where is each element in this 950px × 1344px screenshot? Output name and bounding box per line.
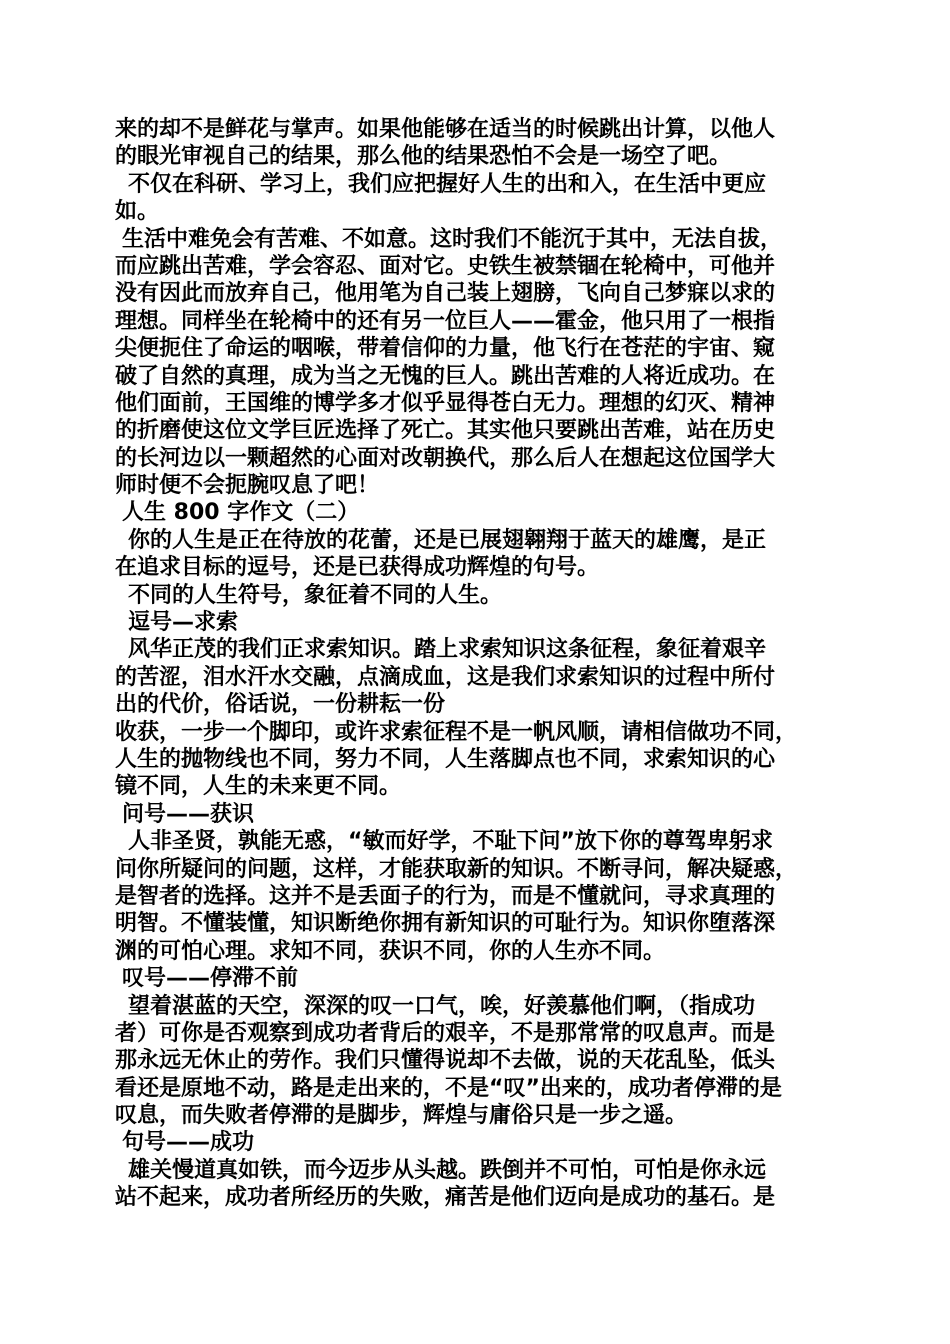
text-line: 人生的抛物线也不同，努力不同，人生落脚点也不同，求索知识的心 (115, 746, 776, 772)
text-line: 你的人生是正在待放的花蕾，还是已展翅翱翔于蓝天的雄鹰，是正 (128, 527, 767, 553)
text-line: 逗号—求索 (128, 610, 239, 636)
text-line: 那永远无休止的劳作。我们只懂得说却不去做，说的天花乱坠，低头 (115, 1048, 776, 1074)
text-line: 渊的可怕心理。求知不同，获识不同，你的人生亦不同。 (115, 938, 666, 964)
text-line: 问号——获识 (122, 801, 255, 827)
text-line: 理想。同样坐在轮椅中的还有另一位巨人——霍金，他只用了一根指 (115, 308, 776, 334)
text-line: 镜不同，人生的未来更不同。 (115, 774, 402, 800)
text-line: 尖便扼住了命运的咽喉，带着信仰的力量，他飞行在苍茫的宇宙、窥 (115, 336, 776, 362)
text-line: 而应跳出苦难，学会容忍、面对它。史铁生被禁锢在轮椅中，可他并 (115, 253, 776, 279)
text-line: 雄关慢道真如铁，而今迈步从头越。跌倒并不可怕，可怕是你永远 (128, 1157, 767, 1183)
text-line: 来的却不是鲜花与掌声。如果他能够在适当的时候跳出计算，以他人 (115, 117, 776, 142)
document-body (115, 116, 845, 1212)
text-line: 在追求目标的逗号，还是已获得成功辉煌的句号。 (115, 555, 600, 581)
text-line: 他们面前，王国维的博学多才似乎显得苍白无力。理想的幻灭、精神 (115, 390, 776, 416)
text-line: 望着湛蓝的天空，深深的叹一口气，唉，好羡慕他们啊，（指成功 (128, 993, 756, 1019)
text-line: 风华正茂的我们正求索知识。踏上求索知识这条征程，象征着艰辛 (128, 637, 767, 663)
text-line: 不同的人生符号，象征着不同的人生。 (128, 582, 503, 608)
text-line: 问你所疑问的问题，这样，才能获取新的知识。不断寻问，解决疑惑， (115, 856, 798, 882)
text-line: 不仅在科研、学习上，我们应把握好人生的出和入，在生活中更应 (128, 171, 767, 197)
text-line: 的长河边以一颗超然的心面对改朝换代，那么后人在想起这位国学大 (115, 445, 776, 471)
text-line: 人非圣贤，孰能无惑，“敏而好学，不耻下问”放下你的尊驾卑躬求 (128, 829, 773, 855)
text-line: 看还是原地不动，路是走出来的，不是“叹”出来的，成功者停滞的是 (115, 1075, 782, 1101)
text-line: 者）可你是否观察到成功者背后的艰辛，不是那常常的叹息声。而是 (115, 1020, 776, 1046)
text-line: 生活中难免会有苦难、不如意。这时我们不能沉于其中，无法自拔， (122, 226, 783, 252)
text-line: 人生 800 字作文（二） (122, 500, 360, 526)
text-line: 师时便不会扼腕叹息了吧！ (115, 473, 380, 499)
text-line: 的折磨使这位文学巨匠选择了死亡。其实他只要跳出苦难，站在历史 (115, 418, 776, 444)
text-line: 明智。不懂装懂，知识断绝你拥有新知识的可耻行为。知识你堕落深 (115, 911, 776, 937)
text-line: 的苦涩，泪水汗水交融，点滴成血，这是我们求索知识的过程中所付 (115, 664, 776, 690)
text-line: 破了自然的真理，成为当之无愧的巨人。跳出苦难的人将近成功。在 (115, 363, 776, 389)
text-line: 站不起来，成功者所经历的失败，痛苦是他们迈向是成功的基石。是 (115, 1185, 776, 1211)
text-line: 如。 (115, 199, 160, 225)
text-line: 叹息，而失败者停滞的是脚步，辉煌与庸俗只是一步之遥。 (115, 1103, 688, 1129)
text-line: 出的代价，俗话说，一份耕耘一份 (115, 692, 446, 718)
text-line: 的眼光审视自己的结果，那么他的结果恐怕不会是一场空了吧。 (115, 144, 732, 170)
text-line: 叹号——停滞不前 (122, 966, 299, 992)
text-line: 没有因此而放弃自己，他用笔为自己装上翅膀，飞向自己梦寐以求的 (115, 281, 776, 307)
text-line: 收获，一步一个脚印，或许求索征程不是一帆风顺，请相信做功不同， (115, 719, 798, 745)
text-line: 是智者的选择。这并不是丢面子的行为，而是不懂就问，寻求真理的 (115, 883, 776, 909)
text-line: 句号——成功 (122, 1130, 255, 1156)
